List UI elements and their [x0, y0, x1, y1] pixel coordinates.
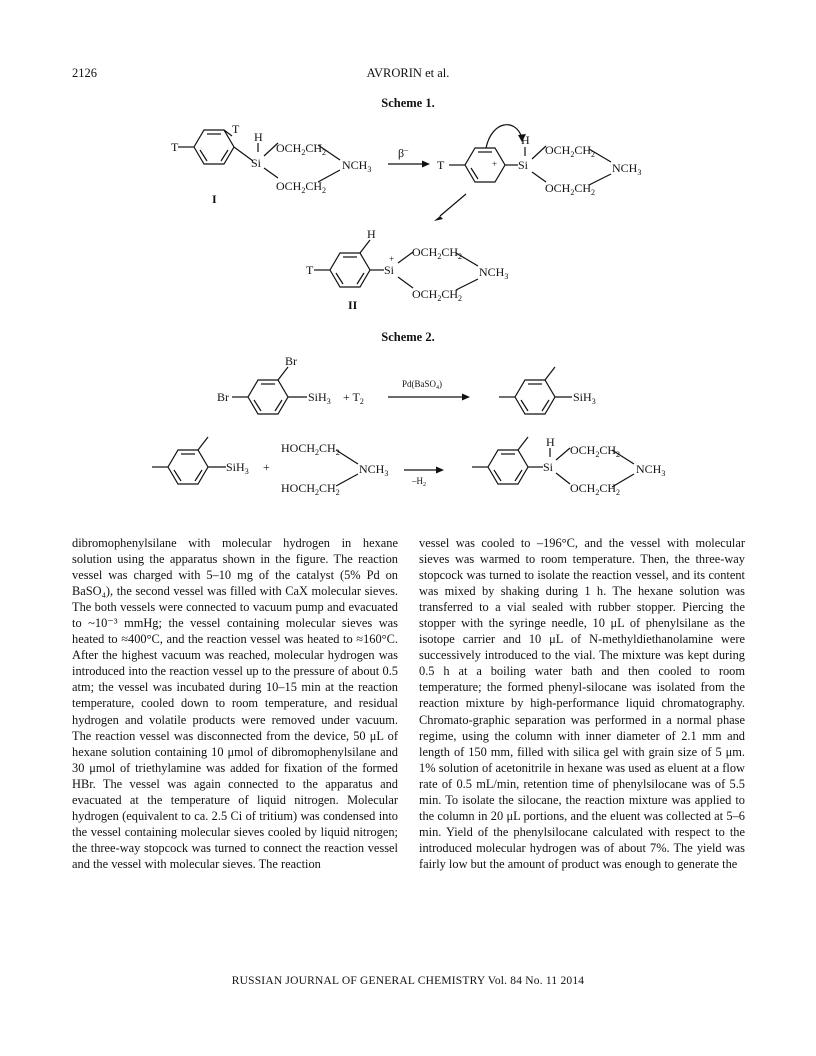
scheme-1-title: Scheme 1. — [381, 96, 435, 110]
catalyst-label: Pd(BaSO$_4$) — [402, 379, 443, 391]
scheme-1-diagram — [0, 0, 816, 330]
Si-label: Si — [384, 263, 395, 277]
H-label: H — [367, 227, 376, 241]
minus-h2-label: $-H_2$ — [412, 476, 426, 488]
nch3-label: $NCH_3$ — [342, 158, 372, 174]
compound-I-label: I — [212, 192, 217, 206]
och2ch2-label: $OCH_2CH_2$ — [570, 443, 621, 459]
plus-label: + — [263, 460, 270, 474]
plus-t2-label: + $T_2$ — [343, 390, 364, 406]
running-head: AVRORIN et al. — [366, 66, 450, 80]
och2ch2-label: $OCH_2CH_2$ — [276, 141, 327, 157]
plus-charge: + — [492, 159, 498, 169]
paragraph: vessel was cooled to –196°C, and the vessel with molecular sieves was warmed to room temperature. Then, the three-way stopcock was turned to isolate the reaction vessel, and its content was mixed by shaking during 1 h. The hexane solution was transferred to a vial sealed with rubber stopper. Piercing the stopper with the syringe needle, 10 μL of phenylsilane as the isotope carrier and 10 μL of N-methyldiethanolamine were successively introduced to the vial. The mixture was kept during 0.5 h at a boiling water bath and then cooled to room temperature; the formed phenyl-silocane was isolated from the reaction mixture by high-performance liquid chromatography. Chromato-graphic separation was performed in a normal phase regime, using the column with inner diameter of 2.1 mm and length of 150 mm, filled with silica gel with grain size of 5 μm. 1% solution of acetonitrile in hexane was used as eluent at a flow rate of 0.5 mL/min, retention time of phenylsilocane was of 5.5 min. To isolate the silocane, the reaction mixture was applied to the column in 20 μL portions, and the eluent was collected at 5–6 min. Yield of the phenylsilocane calculated with respect to the introduced molecular hydrogen was of about 7%. The yield was fairly low but the amount of product was enough to generate the — [419, 536, 745, 871]
page-number: 2126 — [72, 66, 97, 80]
T-label: T — [171, 140, 179, 154]
paragraph: dibromophenylsilane with molecular hydrogen in hexane solution using the apparatus shown in the figure. The reaction vessel was charged with 5–10 mg of the catalyst (5% Pd on BaSO₄), the second vessel was filled with CaX molecular sieves. The both vessels were connected to vacuum pump and evacuated to ~10⁻³ mmHg; the vessel containing molecular sieves was heated to ≈400°C, and the reaction vessel was heated to ≈160°C. After the highest vacuum was reached, molecular hydrogen was introduced into the reaction vessel up to the pressure of about 0.5 atm; the vessel was incubated during 10–15 min at the reaction temperature, cooled down to room temperature, and residual hydrogen and volatile products were removed under vacuum. The reaction vessel was disconnected from the device, 50 μL of hexane solution containing 10 μmol of dibromophenylsilane and 30 μmol of triethylamine was added for fixation of the formed HBr. The vessel was again connected to the apparatus and evacuated at the temperature of liquid nitrogen. Molecular hydrogen (equivalent to ca. 2.5 Ci of tritium) was condensed into the vessel containing molecular sieves cooled by liquid nitrogen; the three-way stopcock was turned to connect the reaction vessel and the vessel with molecular sieves. The reaction — [72, 536, 398, 871]
body-column-left — [72, 535, 398, 872]
och2ch2-label: $OCH_2CH_2$ — [276, 179, 327, 195]
journal-footer: RUSSIAN JOURNAL OF GENERAL CHEMISTRY Vol. 84 No. 11 2014 — [231, 975, 585, 987]
nch3-label: $NCH_3$ — [359, 462, 389, 478]
Si-label: Si — [251, 156, 262, 170]
och2ch2-label: $OCH_2CH_2$ — [545, 181, 596, 197]
H-label: H — [521, 133, 530, 147]
compound-II-label: II — [348, 298, 358, 312]
H-label: H — [546, 435, 555, 449]
beta-label: β– — [398, 145, 409, 160]
nch3-label: $NCH_3$ — [479, 265, 509, 281]
sih3-label: SiH$_3$ — [226, 460, 249, 476]
nch3-label: $NCH_3$ — [636, 462, 666, 478]
och2ch2-label: $OCH_2CH_2$ — [412, 245, 463, 261]
och2ch2-label: $OCH_2CH_2$ — [570, 481, 621, 497]
hoch2ch2-label: $HOCH_2CH_2$ — [281, 481, 340, 497]
sih3-label: SiH$_3$ — [573, 390, 596, 406]
scheme-2-diagram — [0, 345, 816, 515]
T-label: T — [306, 263, 314, 277]
nch3-label: $NCH_3$ — [612, 161, 642, 177]
T-label: T — [437, 158, 445, 172]
plus-charge: + — [389, 254, 395, 264]
scheme-2-title: Scheme 2. — [381, 330, 435, 344]
Br-label: Br — [285, 354, 297, 368]
sih3-label: SiH$_3$ — [308, 390, 331, 406]
benzene-ring-cation — [465, 148, 505, 182]
Br-label: Br — [217, 390, 229, 404]
och2ch2-label: $OCH_2CH_2$ — [412, 287, 463, 303]
body-column-right — [419, 535, 745, 872]
benzene-ring-I — [194, 130, 234, 164]
Si-label: Si — [518, 158, 529, 172]
och2ch2-label: $OCH_2CH_2$ — [545, 143, 596, 159]
hoch2ch2-label: $HOCH_2CH_2$ — [281, 441, 340, 457]
H-label: H — [254, 130, 263, 144]
benzene-ring-II — [330, 253, 370, 287]
Si-label: Si — [543, 460, 554, 474]
T-label: T — [232, 122, 240, 136]
